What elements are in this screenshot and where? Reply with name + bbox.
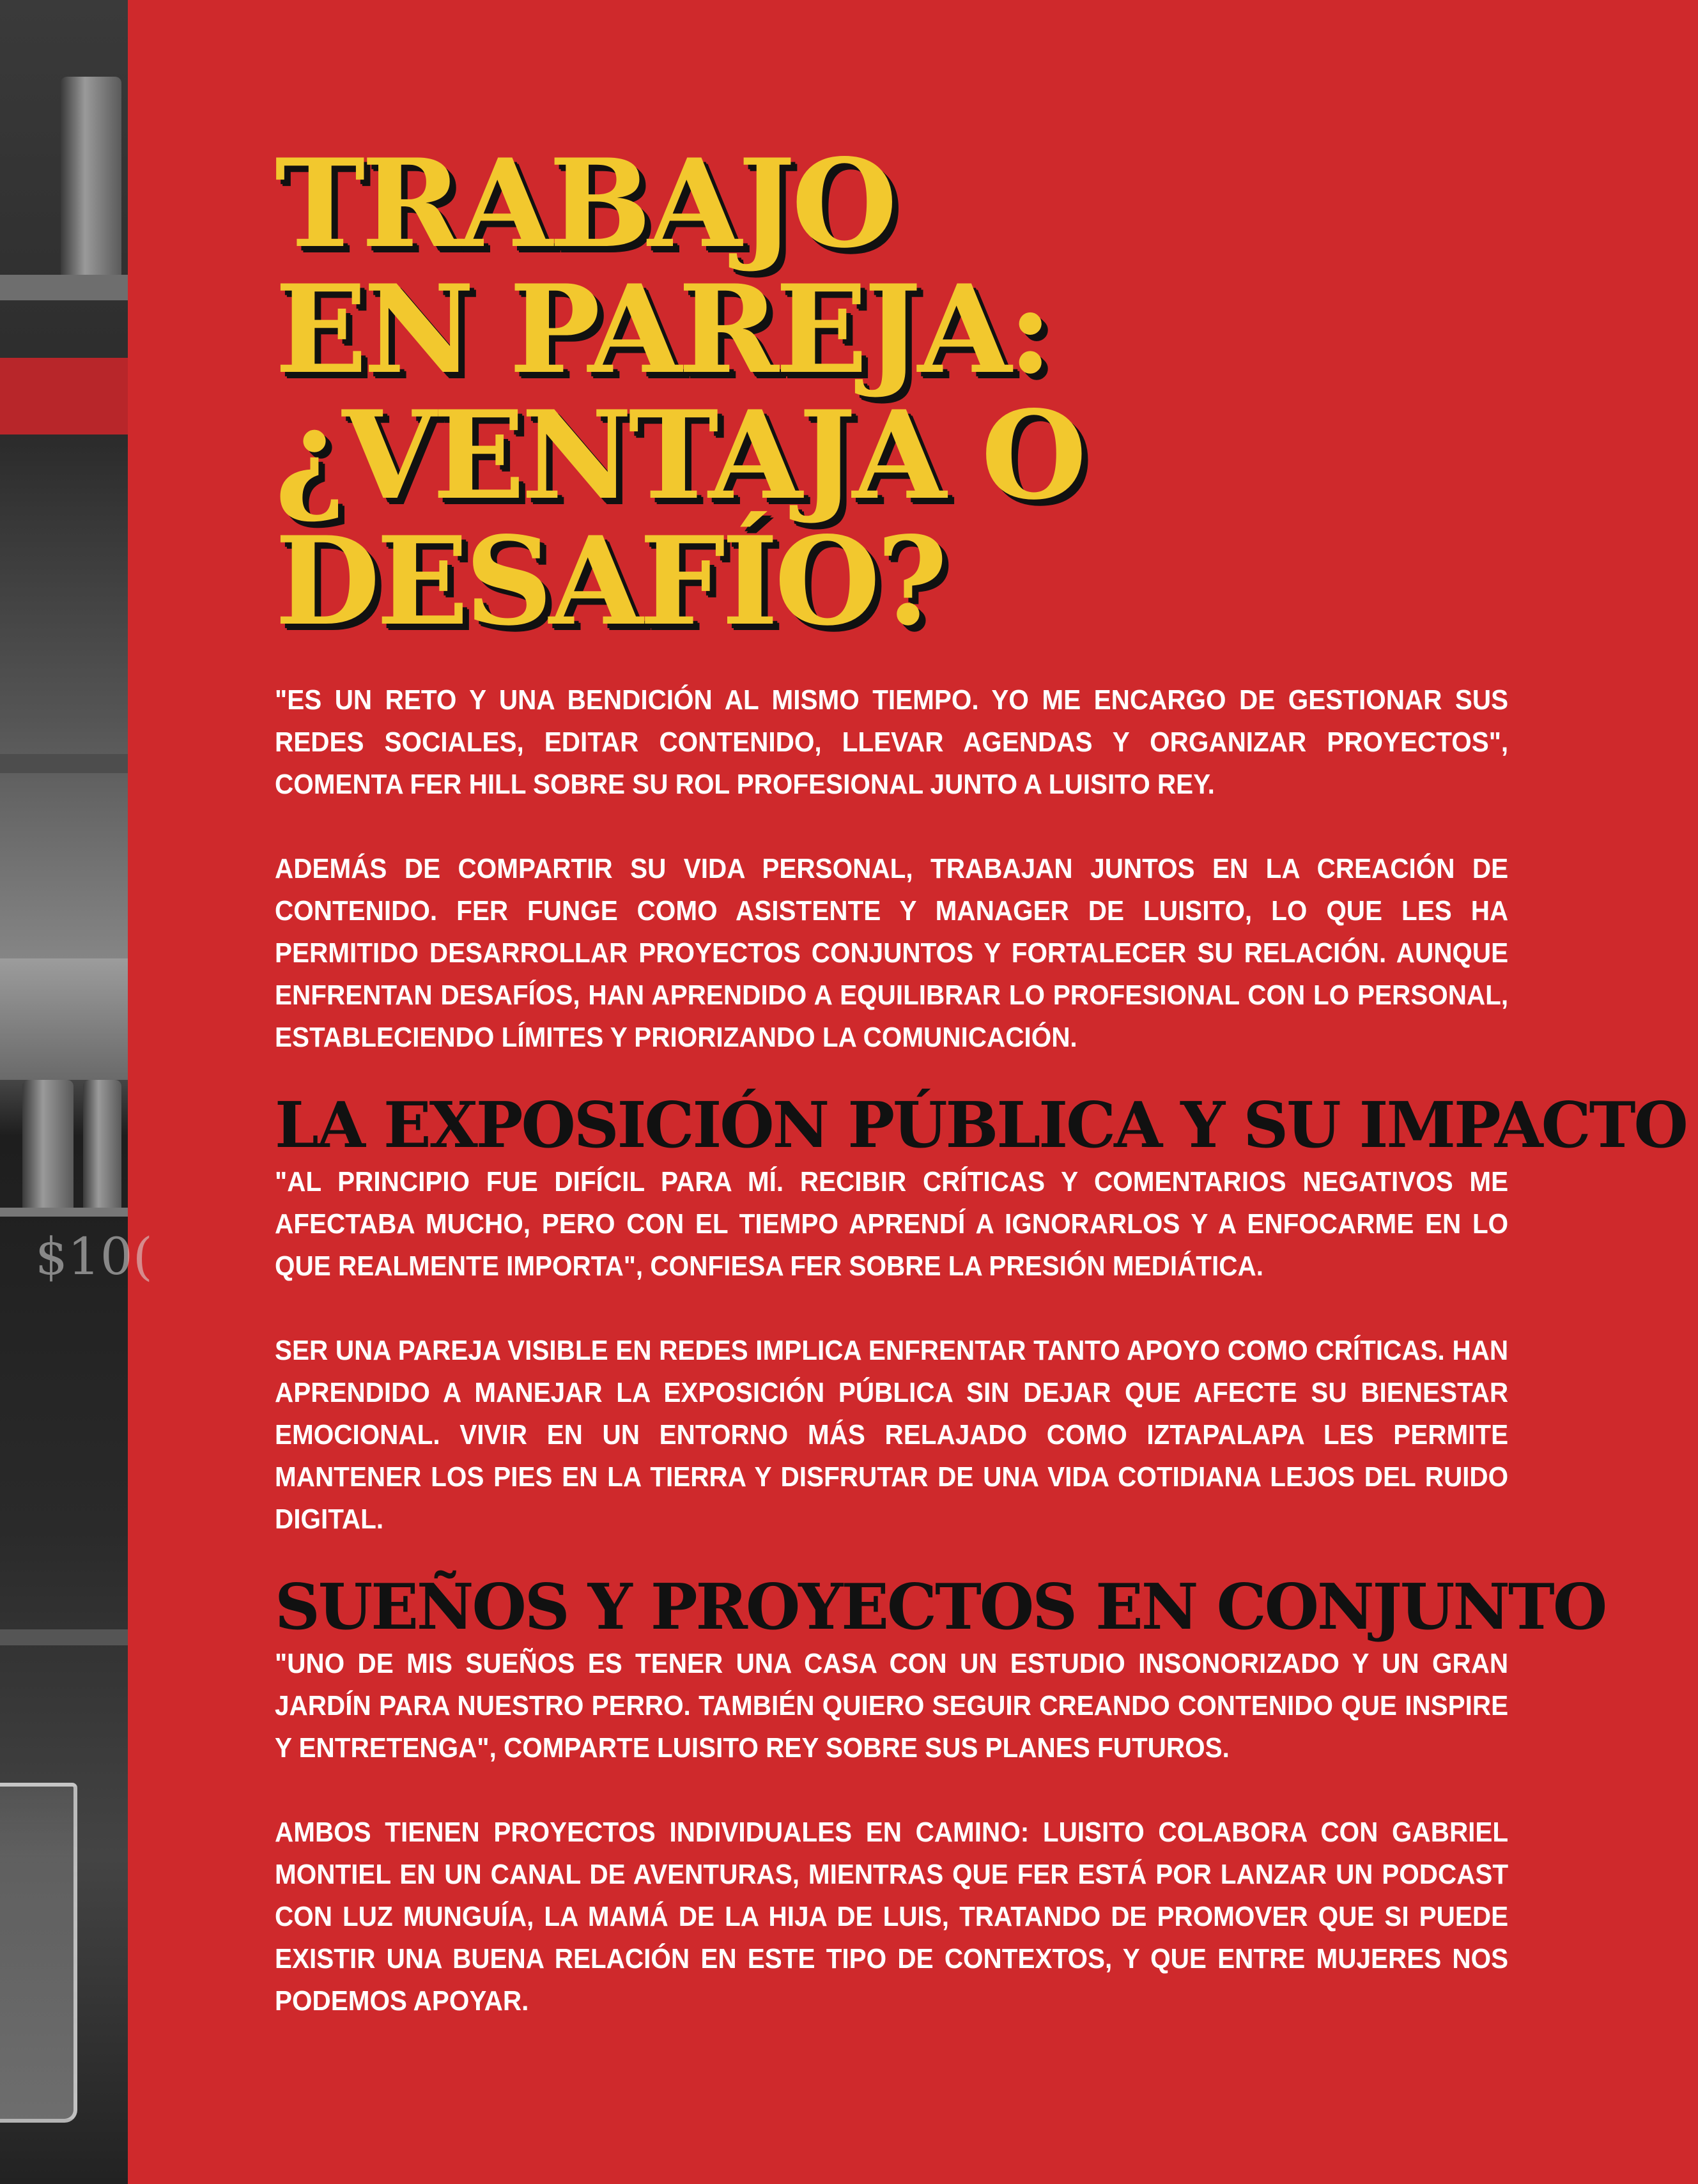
shelf-image bbox=[0, 275, 128, 300]
shelf-image bbox=[0, 754, 128, 773]
section-paragraph: AMBOS TIENEN PROYECTOS INDIVIDUALES EN CAMINO: LUISITO COLABORA CON GABRIEL MONTIEL EN UN CANAL DE AVENTURAS, MIENTRAS QUE FER ESTÁ POR LANZAR UN PODCAST CON LUZ MUNGUÍA, LA MAMÁ DE LA HIJA DE LUIS, TRATANDO DE PROMOVER QUE SI PUEDE EXISTIR UNA BUENA RELACIÓN EN ESTE TIPO DE CONTEXTOS, Y QUE ENTRE MUJERES NOS PODEMOS APOYAR. bbox=[275, 1817, 1509, 2017]
section-heading-suenos: SUEÑOS Y PROYECTOS EN CONJUNTO bbox=[275, 1571, 1606, 1644]
bottle-image bbox=[83, 1080, 121, 1208]
section-paragraph: "AL PRINCIPIO FUE DIFÍCIL PARA MÍ. RECIBIR CRÍTICAS Y COMENTARIOS NEGATIVOS ME AFECTABA MUCHO, PERO CON EL TIEMPO APRENDÍ A IGNORARLOS Y A ENFOCARME EN LO QUE REALMENTE IMPORTA", CONFIESA FER SOBRE LA PRESIÓN MEDIÁTICA. bbox=[275, 1166, 1509, 1282]
section-paragraph: "UNO DE MIS SUEÑOS ES TENER UNA CASA CON UN ESTUDIO INSONORIZADO Y UN GRAN JARDÍN PARA NUESTRO PERRO. TAMBIÉN QUIERO SEGUIR CREANDO CONTENIDO QUE INSPIRE Y ENTRETENGA", COMPARTE LUISITO REY SOBRE SUS PLANES FUTUROS. bbox=[275, 1648, 1509, 1764]
glass-image bbox=[0, 1783, 77, 2123]
red-rail-image bbox=[0, 358, 128, 434]
title-line: EN PAREJA: bbox=[275, 258, 1049, 401]
bottle-image bbox=[22, 1080, 73, 1208]
side-photo bbox=[0, 0, 153, 2184]
title-line: ¿VENTAJA O bbox=[275, 384, 1083, 527]
title-line: TRABAJO bbox=[275, 132, 894, 275]
counter-image bbox=[0, 958, 128, 1080]
section-heading-exposicion: LA EXPOSICIÓN PÚBLICA Y SU IMPACTO bbox=[275, 1089, 1686, 1162]
article-title bbox=[275, 132, 1508, 652]
shelf-image bbox=[0, 1629, 128, 1645]
article bbox=[275, 132, 1686, 2022]
shelf-image bbox=[0, 1208, 128, 1217]
intro-paragraph: ADEMÁS DE COMPARTIR SU VIDA PERSONAL, TRABAJAN JUNTOS EN LA CREACIÓN DE CONTENIDO. FER FUNGE COMO ASISTENTE Y MANAGER DE LUISITO, LO QUE LES HA PERMITIDO DESARROLLAR PROYECTOS CONJUNTOS Y FORTALECER SU RELACIÓN. AUNQUE ENFRENTAN DESAFÍOS, HAN APRENDIDO A EQUILIBRAR LO PROFESIONAL CON LO PERSONAL, ESTABLECIENDO LÍMITES Y PRIORIZANDO LA COMUNICACIÓN. bbox=[275, 853, 1509, 1053]
title-line: DESAFÍO? bbox=[275, 510, 944, 652]
section-paragraph: SER UNA PAREJA VISIBLE EN REDES IMPLICA ENFRENTAR TANTO APOYO COMO CRÍTICAS. HAN APRENDIDO A MANEJAR LA EXPOSICIÓN PÚBLICA SIN DEJAR QUE AFECTE SU BIENESTAR EMOCIONAL. VIVIR EN UN ENTORNO MÁS RELAJADO COMO IZTAPALAPA LES PERMITE MANTENER LOS PIES EN LA TIERRA Y DISFRUTAR DE UNA VIDA COTIDIANA LEJOS DEL RUIDO DIGITAL. bbox=[275, 1335, 1509, 1535]
bottle-image bbox=[61, 77, 121, 275]
chalkboard-price-text: $10( bbox=[35, 1227, 153, 1286]
intro-paragraph: "ES UN RETO Y UNA BENDICIÓN AL MISMO TIEMPO. YO ME ENCARGO DE GESTIONAR SUS REDES SOCIALES, EDITAR CONTENIDO, LLEVAR AGENDAS Y ORGANIZAR PROYECTOS", COMENTA FER HILL SOBRE SU ROL PROFESIONAL JUNTO A LUISITO REY. bbox=[275, 684, 1509, 800]
